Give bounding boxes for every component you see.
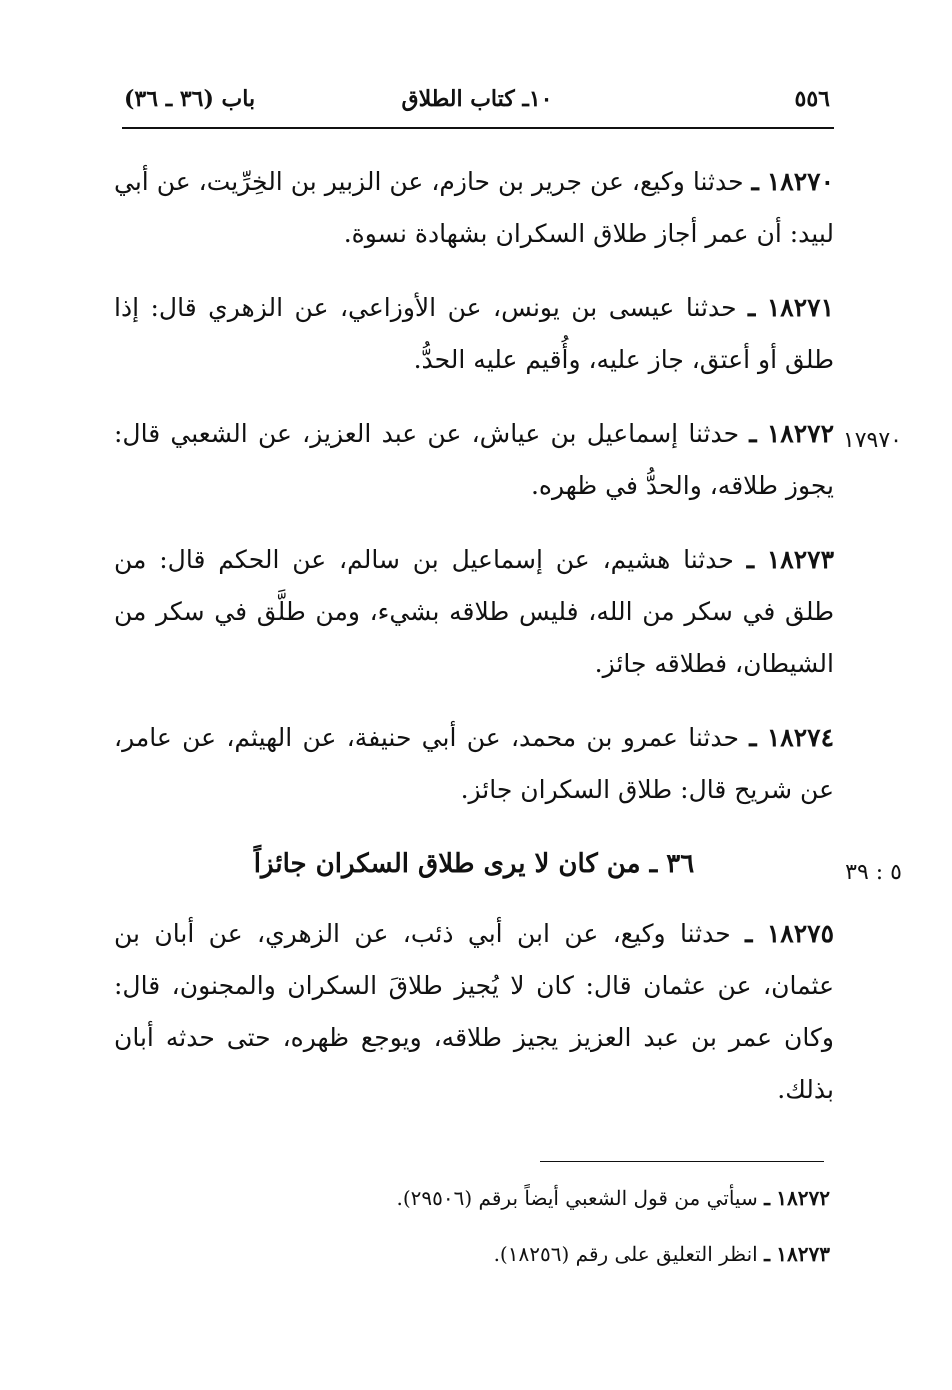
hadith-entry: ١٨٢٧٢ ـ حدثنا إسماعيل بن عياش، عن عبد العزيز، عن الشعبي قال: يجوز طلاقه، والحدُّ في ظهره. xyxy=(114,419,834,500)
footnote-text: انظر التعليق على رقم (١٨٢٥٦). xyxy=(493,1242,758,1266)
hadith-entry: ١٨٢٧٥ ـ حدثنا وكيع، عن ابن أبي ذئب، عن الزهري، عن أبان بن عثمان، عن عثمان قال: كان لا يُجيز طلاقَ السكران والمجنون، قال: وكان عمر بن عبد العزيز يجيز طلاقه، ويوجع ظهره، حتى حدثه أبان بذلك. xyxy=(114,919,834,1104)
chapter-reference: باب (٣٦ ـ ٣٦) xyxy=(124,86,256,112)
margin-volume-page: ٥ : ٣٩ xyxy=(845,860,902,885)
footnote-number: ١٨٢٧٣ xyxy=(776,1242,830,1266)
footnote: ١٨٢٧٢ ـ سيأتي من قول الشعبي أيضاً برقم (٢٩٥٠٦). xyxy=(396,1186,830,1210)
header-rule xyxy=(122,127,834,129)
hadith-entry: ١٨٢٧٤ ـ حدثنا عمرو بن محمد، عن أبي حنيفة، عن الهيثم، عن عامر، عن شريح قال: طلاق السكران جائز. xyxy=(114,723,834,804)
hadith-text: حدثنا وكيع، عن ابن أبي ذئب، عن الزهري، عن أبان بن عثمان، عن عثمان قال: كان لا يُجيز طلاقَ السكران والمجنون، قال: وكان عمر بن عبد العزيز يجيز طلاقه، ويوجع ظهره، حتى حدثه أبان بذلك. xyxy=(114,919,834,1104)
hadith-number: ١٨٢٧١ xyxy=(766,293,835,322)
hadith-entry: ١٨٢٧٣ ـ حدثنا هشيم، عن إسماعيل بن سالم، عن الحكم قال: من طلق في سكر من الله، فليس طلاقه بشيء، ومن طلَّق في سكر من الشيطان، فطلاقه جائز. xyxy=(114,545,834,678)
page-header xyxy=(120,80,834,120)
footnotes xyxy=(114,1170,830,1282)
hadith-number: ١٨٢٧٠ xyxy=(766,167,834,196)
hadith-entry: ١٨٢٧٠ ـ حدثنا وكيع، عن جرير بن حازم، عن الزبير بن الخِرِّيت، عن أبي لبيد: أن عمر أجاز طلاق السكران بشهادة نسوة. xyxy=(114,167,834,248)
main-text xyxy=(114,156,834,1138)
hadith-number: ١٨٢٧٥ xyxy=(766,919,834,948)
hadith-entry: ١٨٢٧١ ـ حدثنا عيسى بن يونس، عن الأوزاعي، عن الزهري قال: إذا طلق أو أعتق، جاز عليه، وأُقيم عليه الحدُّ. xyxy=(114,293,835,374)
hadith-text: حدثنا عيسى بن يونس، عن الأوزاعي، عن الزهري قال: إذا طلق أو أعتق، جاز عليه، وأُقيم عليه الحدُّ. xyxy=(114,293,834,374)
hadith-number: ١٨٢٧٢ xyxy=(766,419,834,448)
chapter-heading: ٣٦ ـ من كان لا يرى طلاق السكران جائزاً xyxy=(253,849,695,879)
book-title: ١٠ـ كتاب الطلاق xyxy=(401,86,553,112)
footnote: ١٨٢٧٣ ـ انظر التعليق على رقم (١٨٢٥٦). xyxy=(493,1242,830,1266)
footnote-number: ١٨٢٧٢ xyxy=(776,1186,830,1210)
margin-reference-number: ١٧٩٧٠ xyxy=(842,428,902,453)
footnote-rule xyxy=(540,1161,824,1162)
hadith-number: ١٨٢٧٤ xyxy=(766,723,834,752)
hadith-number: ١٨٢٧٣ xyxy=(766,545,834,574)
hadith-text: حدثنا عمرو بن محمد، عن أبي حنيفة، عن الهيثم، عن عامر، عن شريح قال: طلاق السكران جائز. xyxy=(114,723,834,804)
page-number: ٥٥٦ xyxy=(794,86,830,112)
hadith-text: حدثنا وكيع، عن جرير بن حازم، عن الزبير بن الخِرِّيت، عن أبي لبيد: أن عمر أجاز طلاق السكران بشهادة نسوة. xyxy=(114,167,834,248)
hadith-text: حدثنا إسماعيل بن عياش، عن عبد العزيز، عن الشعبي قال: يجوز طلاقه، والحدُّ في ظهره. xyxy=(114,419,834,500)
footnote-text: سيأتي من قول الشعبي أيضاً برقم (٢٩٥٠٦). xyxy=(396,1186,758,1210)
hadith-text: حدثنا هشيم، عن إسماعيل بن سالم، عن الحكم قال: من طلق في سكر من الله، فليس طلاقه بشيء، ومن طلَّق في سكر من الشيطان، فطلاقه جائز. xyxy=(114,545,834,678)
